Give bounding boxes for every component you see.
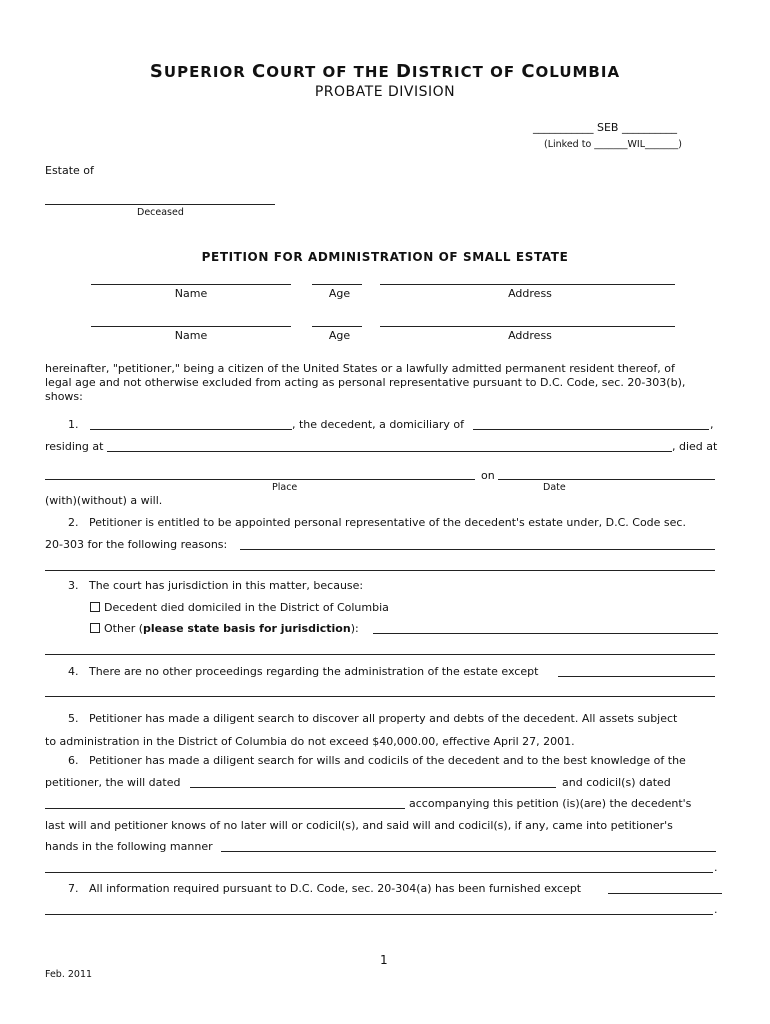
other-proceedings-field[interactable]	[558, 676, 715, 677]
court-title-part: OURT OF THE	[266, 63, 396, 81]
manner-received-field[interactable]	[221, 851, 716, 852]
item1-comma: ,	[710, 418, 714, 431]
item1-decedent-field[interactable]	[90, 429, 292, 430]
name-label: Name	[174, 287, 208, 300]
intro-line-1: hereinafter, "petitioner," being a citizen of the United States or a lawfully admitted permanent resident thereof, of	[45, 362, 675, 375]
death-date-field[interactable]	[498, 479, 715, 480]
jurisdiction-basis-field-2[interactable]	[45, 654, 715, 655]
name-label: Name	[174, 329, 208, 342]
other-option-prefix: Other (	[104, 622, 144, 635]
address-label: Address	[508, 329, 552, 342]
date-label: Date	[543, 482, 566, 493]
item1-number: 1.	[68, 418, 79, 431]
will-date-field[interactable]	[190, 787, 556, 788]
estate-of-label: Estate of	[45, 164, 94, 177]
item2-reasons-field[interactable]	[240, 549, 715, 550]
court-title	[0, 61, 770, 82]
item2-line-2: 20-303 for the following reasons:	[45, 538, 228, 551]
item7-period: .	[714, 903, 718, 916]
court-title-part: C	[251, 61, 267, 82]
court-title-part: ISTRICT OF	[411, 63, 522, 81]
domicile-option-label: Decedent died domiciled in the District of Columbia	[104, 601, 389, 614]
info-except-field-2[interactable]	[45, 914, 713, 915]
checkbox-icon[interactable]	[90, 623, 100, 633]
petition-title: PETITION FOR ADMINISTRATION OF SMALL ESTATE	[201, 250, 569, 264]
intro-line-3: shows:	[45, 390, 83, 403]
court-title-part: UPERIOR	[163, 63, 252, 81]
item2-reasons-field-2[interactable]	[45, 570, 715, 571]
item5-line-2: to administration in the District of Columbia do not exceed $40,000.00, effective April 27, 2001.	[45, 735, 575, 748]
residing-at-field[interactable]	[107, 451, 672, 452]
other-option-suffix: ):	[350, 622, 359, 635]
item4-line-1: 4. There are no other proceedings regarding the administration of the estate except	[68, 665, 539, 678]
died-at-label: , died at	[672, 440, 718, 453]
seb-case-number: ___________ SEB __________	[533, 121, 677, 134]
manner-received-field-2[interactable]	[45, 872, 713, 873]
petitioner1-address-field[interactable]	[380, 284, 675, 285]
division-title: PROBATE DIVISION	[314, 84, 456, 100]
court-title-part: D	[395, 61, 412, 82]
court-title-part: C	[521, 61, 536, 82]
intro-line-2: legal age and not otherwise excluded from acting as personal representative pursuant to D.C. Code, sec. 20-303(b),	[45, 376, 686, 389]
court-title-part: S	[149, 61, 164, 82]
linked-wil-number: (Linked to _______WIL_______)	[544, 139, 682, 150]
petitioner2-name-field[interactable]	[91, 326, 291, 327]
item6-line-2-suffix: and codicil(s) dated	[562, 776, 671, 789]
other-option[interactable]	[90, 622, 359, 635]
item6-line-4: last will and petitioner knows of no later will or codicil(s), and said will and codicil(s), if any, came into petitioner's	[45, 819, 673, 832]
item7-line-1: 7. All information required pursuant to D.C. Code, sec. 20-304(a) has been furnished except	[68, 882, 582, 895]
jurisdiction-basis-field[interactable]	[373, 633, 718, 634]
item1-domicile-field[interactable]	[473, 429, 709, 430]
court-title-part: OLUMBIA	[535, 63, 621, 81]
item6-line-1: 6. Petitioner has made a diligent search for wills and codicils of the decedent and to the best knowledge of the	[68, 754, 686, 767]
decedent-name-field[interactable]	[45, 204, 275, 205]
item6-line-5-prefix: hands in the following manner	[45, 840, 213, 853]
deceased-label: Deceased	[137, 207, 184, 218]
item5-line-1: 5. Petitioner has made a diligent search to discover all property and debts of the decedent. All assets subject	[68, 712, 678, 725]
on-label: on	[481, 469, 495, 482]
item1-decedent-text: , the decedent, a domiciliary of	[292, 418, 464, 431]
item3-line-1: 3. The court has jurisdiction in this matter, because:	[68, 579, 364, 592]
age-label: Age	[328, 287, 351, 300]
item6-period: .	[714, 861, 718, 874]
death-place-field[interactable]	[45, 479, 475, 480]
petitioner2-age-field[interactable]	[312, 326, 362, 327]
codicil-date-field[interactable]	[45, 808, 405, 809]
petitioner2-address-field[interactable]	[380, 326, 675, 327]
item6-line-2-prefix: petitioner, the will dated	[45, 776, 181, 789]
other-option-bold: please state basis for jurisdiction	[143, 622, 351, 635]
info-except-field[interactable]	[608, 893, 722, 894]
age-label: Age	[328, 329, 351, 342]
revision-date: Feb. 2011	[45, 969, 93, 980]
other-proceedings-field-2[interactable]	[45, 696, 715, 697]
domicile-option[interactable]	[90, 601, 389, 614]
checkbox-icon[interactable]	[90, 602, 100, 612]
item6-line-3-suffix: accompanying this petition (is)(are) the decedent's	[409, 797, 692, 810]
page-number: 1	[380, 953, 388, 967]
will-status-text: (with)(without) a will.	[45, 494, 163, 507]
address-label: Address	[508, 287, 552, 300]
residing-at-label: residing at	[45, 440, 104, 453]
petitioner1-name-field[interactable]	[91, 284, 291, 285]
item2-line-1: 2. Petitioner is entitled to be appointed personal representative of the decedent's estate under, D.C. Code sec.	[68, 516, 686, 529]
place-label: Place	[272, 482, 298, 493]
petitioner1-age-field[interactable]	[312, 284, 362, 285]
